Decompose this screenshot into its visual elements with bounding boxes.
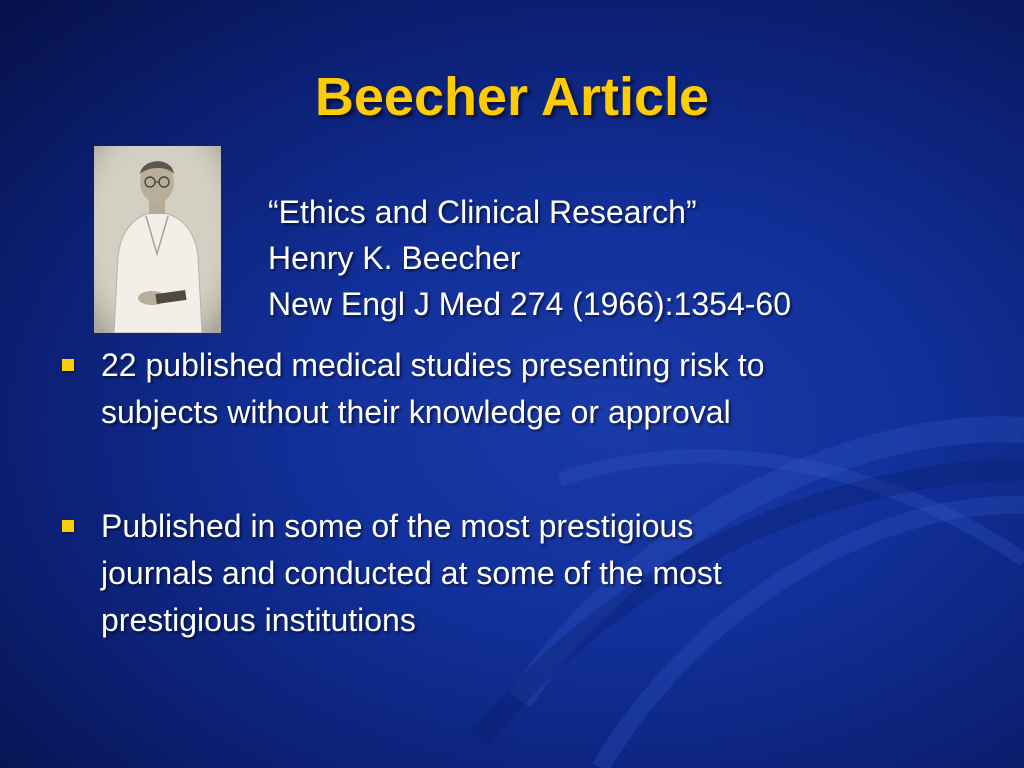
portrait-photo-icon bbox=[94, 146, 221, 333]
article-title: “Ethics and Clinical Research” bbox=[268, 194, 697, 230]
bullet-text-line: subjects without their knowledge or approval bbox=[101, 394, 731, 430]
bullet-text-line: Published in some of the most prestigious bbox=[101, 508, 694, 544]
article-citation bbox=[268, 189, 791, 327]
square-bullet-icon bbox=[62, 359, 74, 371]
bullet-list bbox=[60, 342, 960, 644]
bullet-text-line: prestigious institutions bbox=[101, 602, 416, 638]
slide-title: Beecher Article bbox=[314, 67, 710, 127]
article-reference: New Engl J Med 274 (1966):1354-60 bbox=[268, 286, 791, 322]
square-bullet-icon bbox=[62, 520, 74, 532]
bullet-item bbox=[60, 342, 960, 436]
bullet-text-line: journals and conducted at some of the most bbox=[101, 555, 722, 591]
bullet-item bbox=[60, 503, 960, 644]
bullet-text-line: 22 published medical studies presenting risk to bbox=[101, 347, 765, 383]
article-author: Henry K. Beecher bbox=[268, 240, 521, 276]
